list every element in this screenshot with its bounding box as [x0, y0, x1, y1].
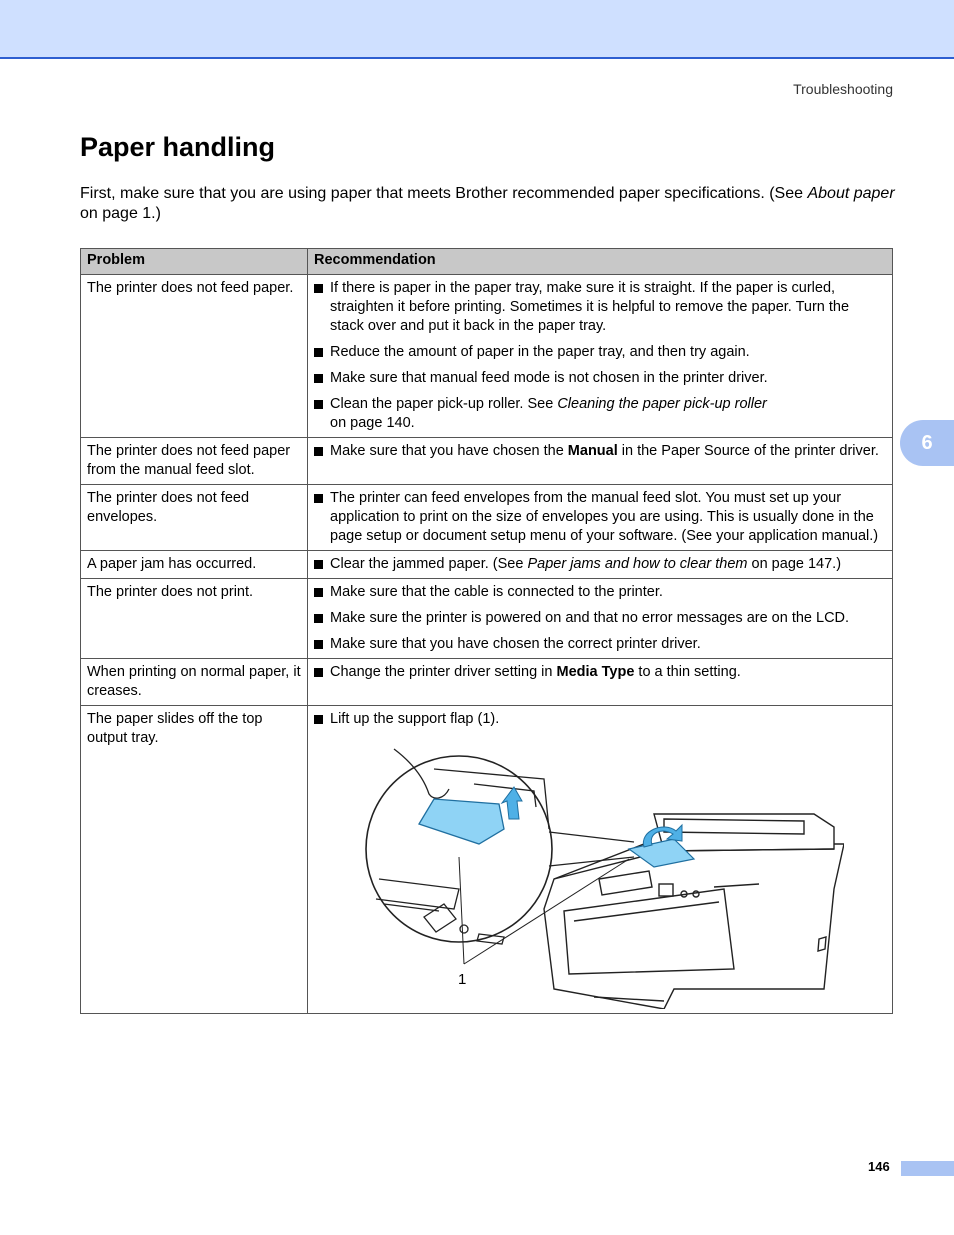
rec-text: on page 140. — [330, 415, 415, 431]
table-row — [81, 438, 893, 485]
recommendation-item: The printer can feed envelopes from the manual feed slot. You must set up your application to print on the size of envelopes you are using. This is usually done in the page setup or document setup menu of your software. (See your application manual.) — [330, 489, 886, 546]
recommendation-cell — [308, 659, 893, 706]
recommendation-item: Make sure that manual feed mode is not chosen in the printer driver. — [330, 369, 886, 388]
problem-cell: The printer does not feed envelopes. — [81, 485, 308, 551]
recommendation-cell — [308, 579, 893, 659]
problem-cell: The printer does not feed paper. — [81, 275, 308, 438]
page-number: 146 — [868, 1159, 890, 1174]
recommendation-item: Make sure that the cable is connected to the printer. — [330, 583, 886, 602]
recommendation-cell — [308, 485, 893, 551]
recommendation-item — [330, 395, 886, 433]
problem-cell: The printer does not print. — [81, 579, 308, 659]
problem-cell: The printer does not feed paper from the manual feed slot. — [81, 438, 308, 485]
recommendation-cell — [308, 438, 893, 485]
problem-cell: The paper slides off the top output tray. — [81, 706, 308, 1014]
intro-text-after: on page 1.) — [80, 205, 161, 222]
rec-text: Clear the jammed paper. (See — [330, 556, 528, 572]
table-row — [81, 706, 893, 1014]
table-row — [81, 485, 893, 551]
printer-support-flap-illustration — [364, 739, 844, 1009]
recommendation-item: Reduce the amount of paper in the paper tray, and then try again. — [330, 343, 886, 362]
page-title: Paper handling — [80, 132, 276, 162]
magnifier-circle — [366, 756, 552, 942]
about-paper-link[interactable]: About paper — [807, 185, 895, 202]
recommendation-item: Make sure the printer is powered on and that no error messages are on the LCD. — [330, 609, 886, 628]
recommendation-item: Make sure that you have chosen the correct printer driver. — [330, 635, 886, 654]
problem-column-header: Problem — [81, 249, 308, 275]
recommendation-cell — [308, 551, 893, 579]
callout-number: 1 — [458, 971, 467, 988]
rec-text: Clean the paper pick-up roller. See — [330, 396, 558, 412]
recommendation-item: If there is paper in the paper tray, make sure it is straight. If the paper is curled, straighten it before printing. Sometimes it is helpful to remove the paper. Turn the stack over and put it back in the paper tray. — [330, 279, 886, 336]
recommendation-cell — [308, 706, 893, 1014]
troubleshooting-table — [80, 248, 893, 1014]
paper-jams-link[interactable]: Paper jams and how to clear them — [527, 556, 748, 572]
recommendation-item — [330, 555, 886, 574]
chapter-tab[interactable]: 6 — [900, 420, 954, 466]
rec-text: on page 147.) — [747, 556, 842, 572]
recommendation-column-header: Recommendation — [308, 249, 893, 275]
page-number-tab — [901, 1161, 954, 1176]
problem-cell: When printing on normal paper, it creases. — [81, 659, 308, 706]
table-row — [81, 551, 893, 579]
rec-text: Change the printer driver setting in — [330, 664, 557, 680]
table-header-row — [81, 249, 893, 275]
recommendation-item — [330, 442, 886, 461]
media-type-setting-label: Media Type — [556, 664, 635, 680]
printer-drawing — [544, 814, 844, 1009]
header-band — [0, 0, 954, 59]
recommendation-cell — [308, 275, 893, 438]
rec-text: Make sure that you have chosen the — [330, 443, 568, 459]
table-row — [81, 579, 893, 659]
table-row — [81, 659, 893, 706]
recommendation-item: Lift up the support flap (1). — [330, 710, 886, 729]
recommendation-item — [330, 663, 886, 682]
section-label: Troubleshooting — [793, 81, 893, 97]
rec-text: in the Paper Source of the printer driver. — [617, 443, 879, 459]
rec-text: to a thin setting. — [634, 664, 741, 680]
magnifier-connector-top — [549, 832, 634, 842]
problem-cell: A paper jam has occurred. — [81, 551, 308, 579]
manual-setting-label: Manual — [567, 443, 618, 459]
intro-text-before: First, make sure that you are using paper that meets Brother recommended paper specifications. (See — [80, 185, 808, 202]
cleaning-roller-link[interactable]: Cleaning the paper pick-up roller — [557, 396, 767, 412]
table-row — [81, 275, 893, 438]
intro-paragraph — [80, 184, 895, 224]
